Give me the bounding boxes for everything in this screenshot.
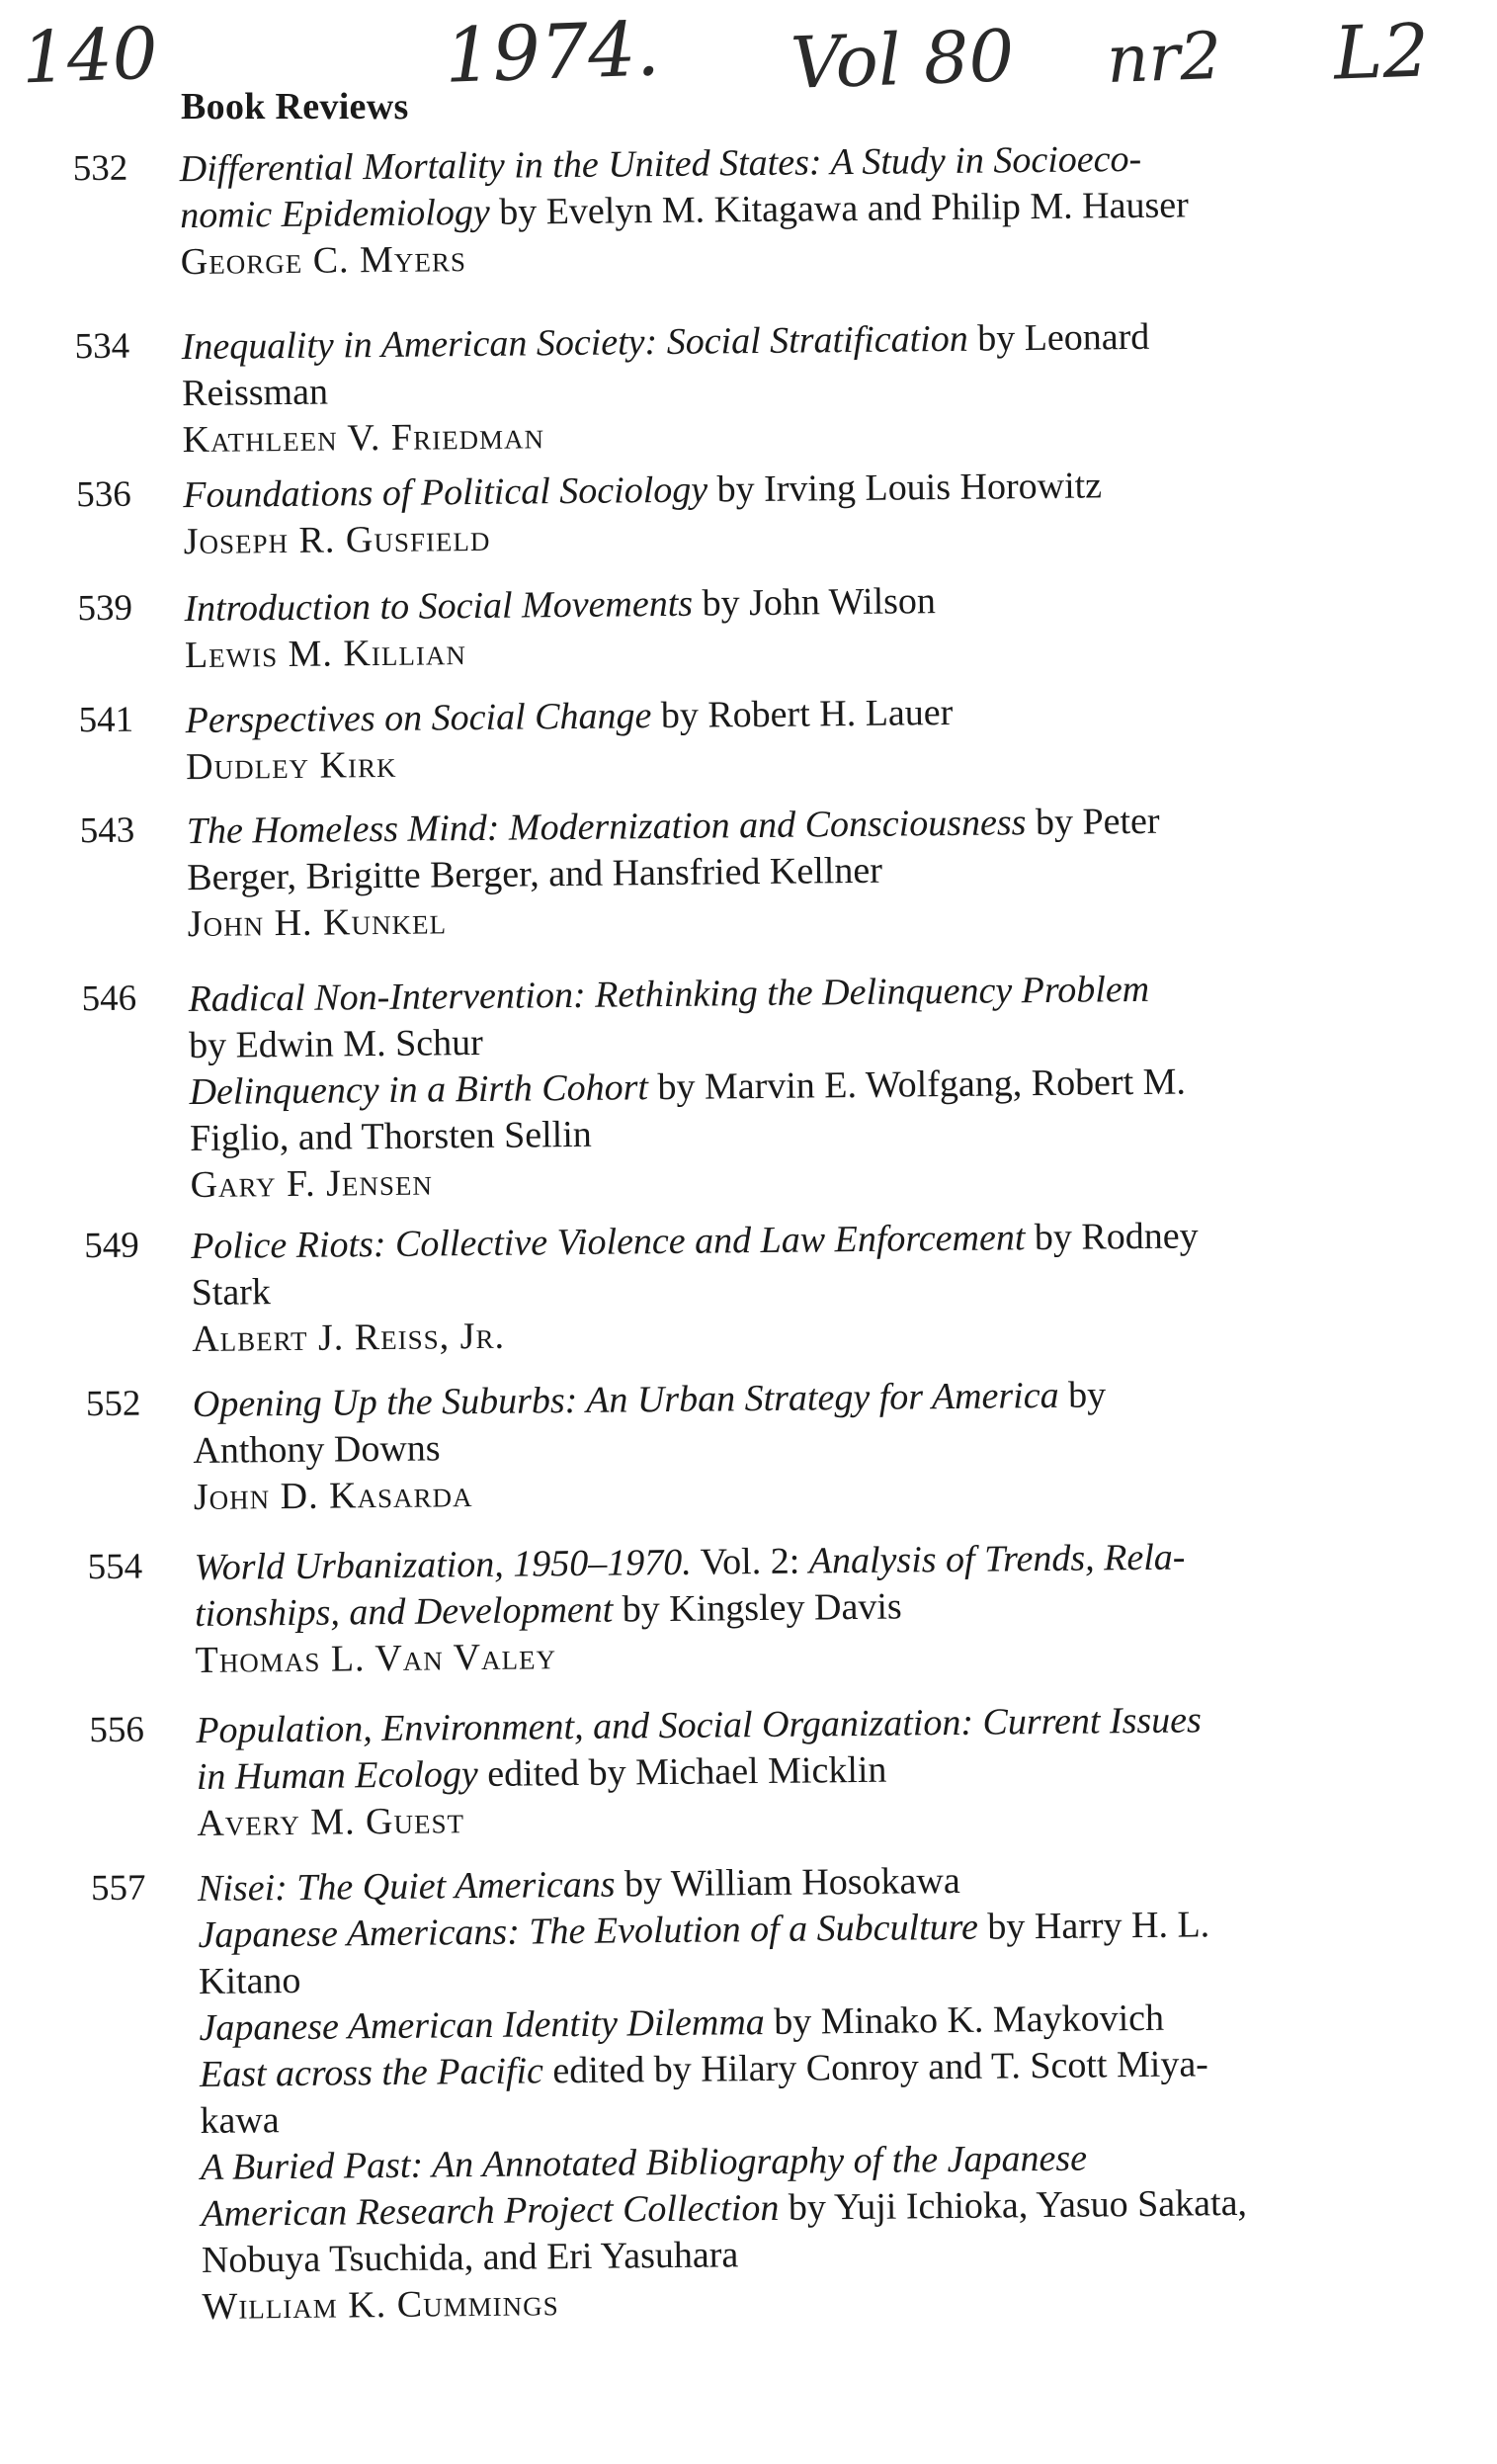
book-title: Police Riots: Collective Violence and Law Enforcement	[190, 1217, 1026, 1268]
review-page-number: 557	[90, 1867, 146, 1910]
citation-text: Nobuya Tsuchida, and Eri Yasuhara	[201, 2234, 739, 2281]
review-citation	[196, 1695, 1382, 1847]
review-citation	[193, 1369, 1379, 1521]
citation-text: Figlio, and Thorsten Sellin	[189, 1113, 593, 1160]
reviewer-name: Lewis M. Killian	[184, 632, 467, 677]
reviewer-name: Joseph R. Gusfield	[183, 517, 491, 563]
citation-text: by William Hosokawa	[615, 1859, 960, 1906]
review-page-number: 549	[83, 1225, 139, 1267]
citation-text: by Evelyn M. Kitagawa and Philip M. Hauser	[489, 184, 1190, 233]
review-citation	[191, 1211, 1377, 1363]
handwritten-year: 1974.	[443, 4, 662, 100]
book-title: Radical Non-Intervention: Rethinking the Delinquency Problem	[188, 968, 1150, 1021]
review-citation	[180, 134, 1367, 287]
handwritten-mark: L2	[1332, 8, 1431, 97]
review-entry	[16, 1531, 1497, 1682]
citation-text: Vol. 2:	[691, 1540, 809, 1583]
reviewer-name: Albert J. Reiss, Jr.	[191, 1315, 506, 1361]
citation-text: by	[1058, 1374, 1107, 1416]
book-title: Opening Up the Suburbs: An Urban Strategy for America	[192, 1374, 1059, 1426]
review-citation	[183, 461, 1370, 566]
citation-text: by Rodney	[1025, 1215, 1199, 1259]
review-page-number: 543	[79, 809, 135, 852]
review-page-number: 532	[72, 147, 128, 190]
review-page-number: 536	[76, 473, 131, 516]
citation-text: by Peter	[1026, 800, 1160, 844]
reviewer-name: Thomas L. Van Valey	[195, 1636, 557, 1682]
review-page-number: 541	[78, 699, 134, 741]
reviewer-name: Avery M. Guest	[197, 1800, 465, 1845]
book-title: Delinquency in a Birth Cohort	[189, 1066, 649, 1114]
review-citation	[198, 1853, 1388, 2331]
review-page-number: 554	[87, 1546, 143, 1588]
reviewer-name: Dudley Kirk	[185, 743, 397, 789]
book-title: in Human Ecology	[196, 1753, 478, 1799]
citation-text: kawa	[200, 2099, 280, 2142]
citation-text: Stark	[191, 1271, 272, 1315]
citation-text: by Kingsley Davis	[613, 1585, 902, 1631]
reviewer-name: John H. Kunkel	[187, 900, 448, 946]
citation-text: by Leonard	[967, 315, 1150, 360]
book-title: nomic Epidemiology	[180, 191, 490, 237]
review-entry	[7, 684, 1497, 789]
book-title: tionships, and Development	[194, 1588, 614, 1636]
citation-text: Anthony Downs	[193, 1427, 441, 1473]
review-entry	[2, 132, 1497, 284]
book-title: World Urbanization, 1950–1970.	[194, 1541, 693, 1589]
citation-text: by Yuji Ichioka, Yasuo Sakata,	[779, 2181, 1248, 2229]
review-citation	[181, 312, 1368, 465]
review-entry	[3, 310, 1497, 462]
citation-text: by Minako K. Maykovich	[764, 1997, 1165, 2044]
book-title: Japanese American Identity Dilemma	[199, 2001, 766, 2050]
citation-text: by Irving Louis Horowitz	[707, 465, 1103, 511]
review-entry	[18, 1694, 1497, 1845]
review-citation	[185, 686, 1372, 792]
review-citation	[188, 964, 1375, 1209]
book-title: American Research Project Collection	[201, 2186, 780, 2235]
book-title: Introduction to Social Movements	[184, 582, 694, 631]
review-entry	[9, 795, 1497, 946]
handwritten-page-number: 140	[20, 11, 159, 100]
review-page-number: 552	[85, 1383, 141, 1425]
citation-text: by Robert H. Lauer	[651, 691, 954, 737]
citation-text: by Marvin E. Wolfgang, Robert M.	[647, 1061, 1187, 1109]
citation-text: Berger, Brigitte Berger, and Hansfried Kellner	[187, 849, 883, 899]
review-entry	[10, 963, 1497, 1207]
citation-text: edited by Hilary Conroy and T. Scott Miya-	[542, 2043, 1209, 2092]
citation-text: by Harry H. L.	[977, 1904, 1210, 1948]
citation-text: by Edwin M. Schur	[188, 1021, 483, 1067]
book-title: Population, Environment, and Social Organization: Current Issues	[196, 1699, 1203, 1752]
review-page-number: 539	[77, 587, 133, 630]
reviewer-name: Kathleen V. Friedman	[182, 415, 545, 462]
review-page-number: 534	[74, 325, 130, 368]
handwritten-number: nr2	[1105, 17, 1223, 99]
book-title: Perspectives on Social Change	[185, 695, 652, 742]
book-title: Foundations of Political Sociology	[183, 468, 708, 517]
book-title: Inequality in American Society: Social Stratification	[181, 317, 968, 369]
book-title: A Buried Past: An Annotated Bibliography of the Japanese	[200, 2137, 1088, 2188]
review-citation	[194, 1532, 1380, 1684]
book-title: The Homeless Mind: Modernization and Consciousness	[186, 802, 1027, 853]
section-title: Book Reviews	[181, 86, 409, 127]
review-citation	[184, 574, 1371, 680]
citation-text: Kitano	[198, 1959, 301, 2003]
review-entry	[15, 1368, 1497, 1519]
review-page-number: 556	[89, 1709, 145, 1751]
book-title: Japanese Americans: The Evolution of a Subculture	[198, 1906, 979, 1957]
book-title: Differential Mortality in the United States: A Study in Socioeco-	[179, 137, 1142, 191]
citation-text: edited by Michael Micklin	[477, 1748, 887, 1796]
book-title: Analysis of Trends, Rela-	[808, 1536, 1186, 1582]
citation-text: Reissman	[181, 371, 329, 415]
book-title: East across the Pacific	[199, 2050, 544, 2095]
citation-text: by John Wilson	[692, 580, 937, 625]
reviewer-name: William K. Cummings	[202, 2282, 559, 2328]
review-entry	[6, 572, 1497, 677]
review-entry	[20, 1852, 1497, 2328]
review-citation	[187, 797, 1373, 949]
review-page-number: 546	[81, 977, 137, 1020]
reviewer-name: Gary F. Jensen	[190, 1161, 434, 1207]
handwritten-volume: Vol 80	[789, 14, 1016, 105]
reviewer-name: George C. Myers	[180, 238, 467, 284]
review-entry	[13, 1210, 1497, 1361]
reviewer-name: John D. Kasarda	[193, 1474, 473, 1519]
book-title: Nisei: The Quiet Americans	[197, 1863, 616, 1911]
